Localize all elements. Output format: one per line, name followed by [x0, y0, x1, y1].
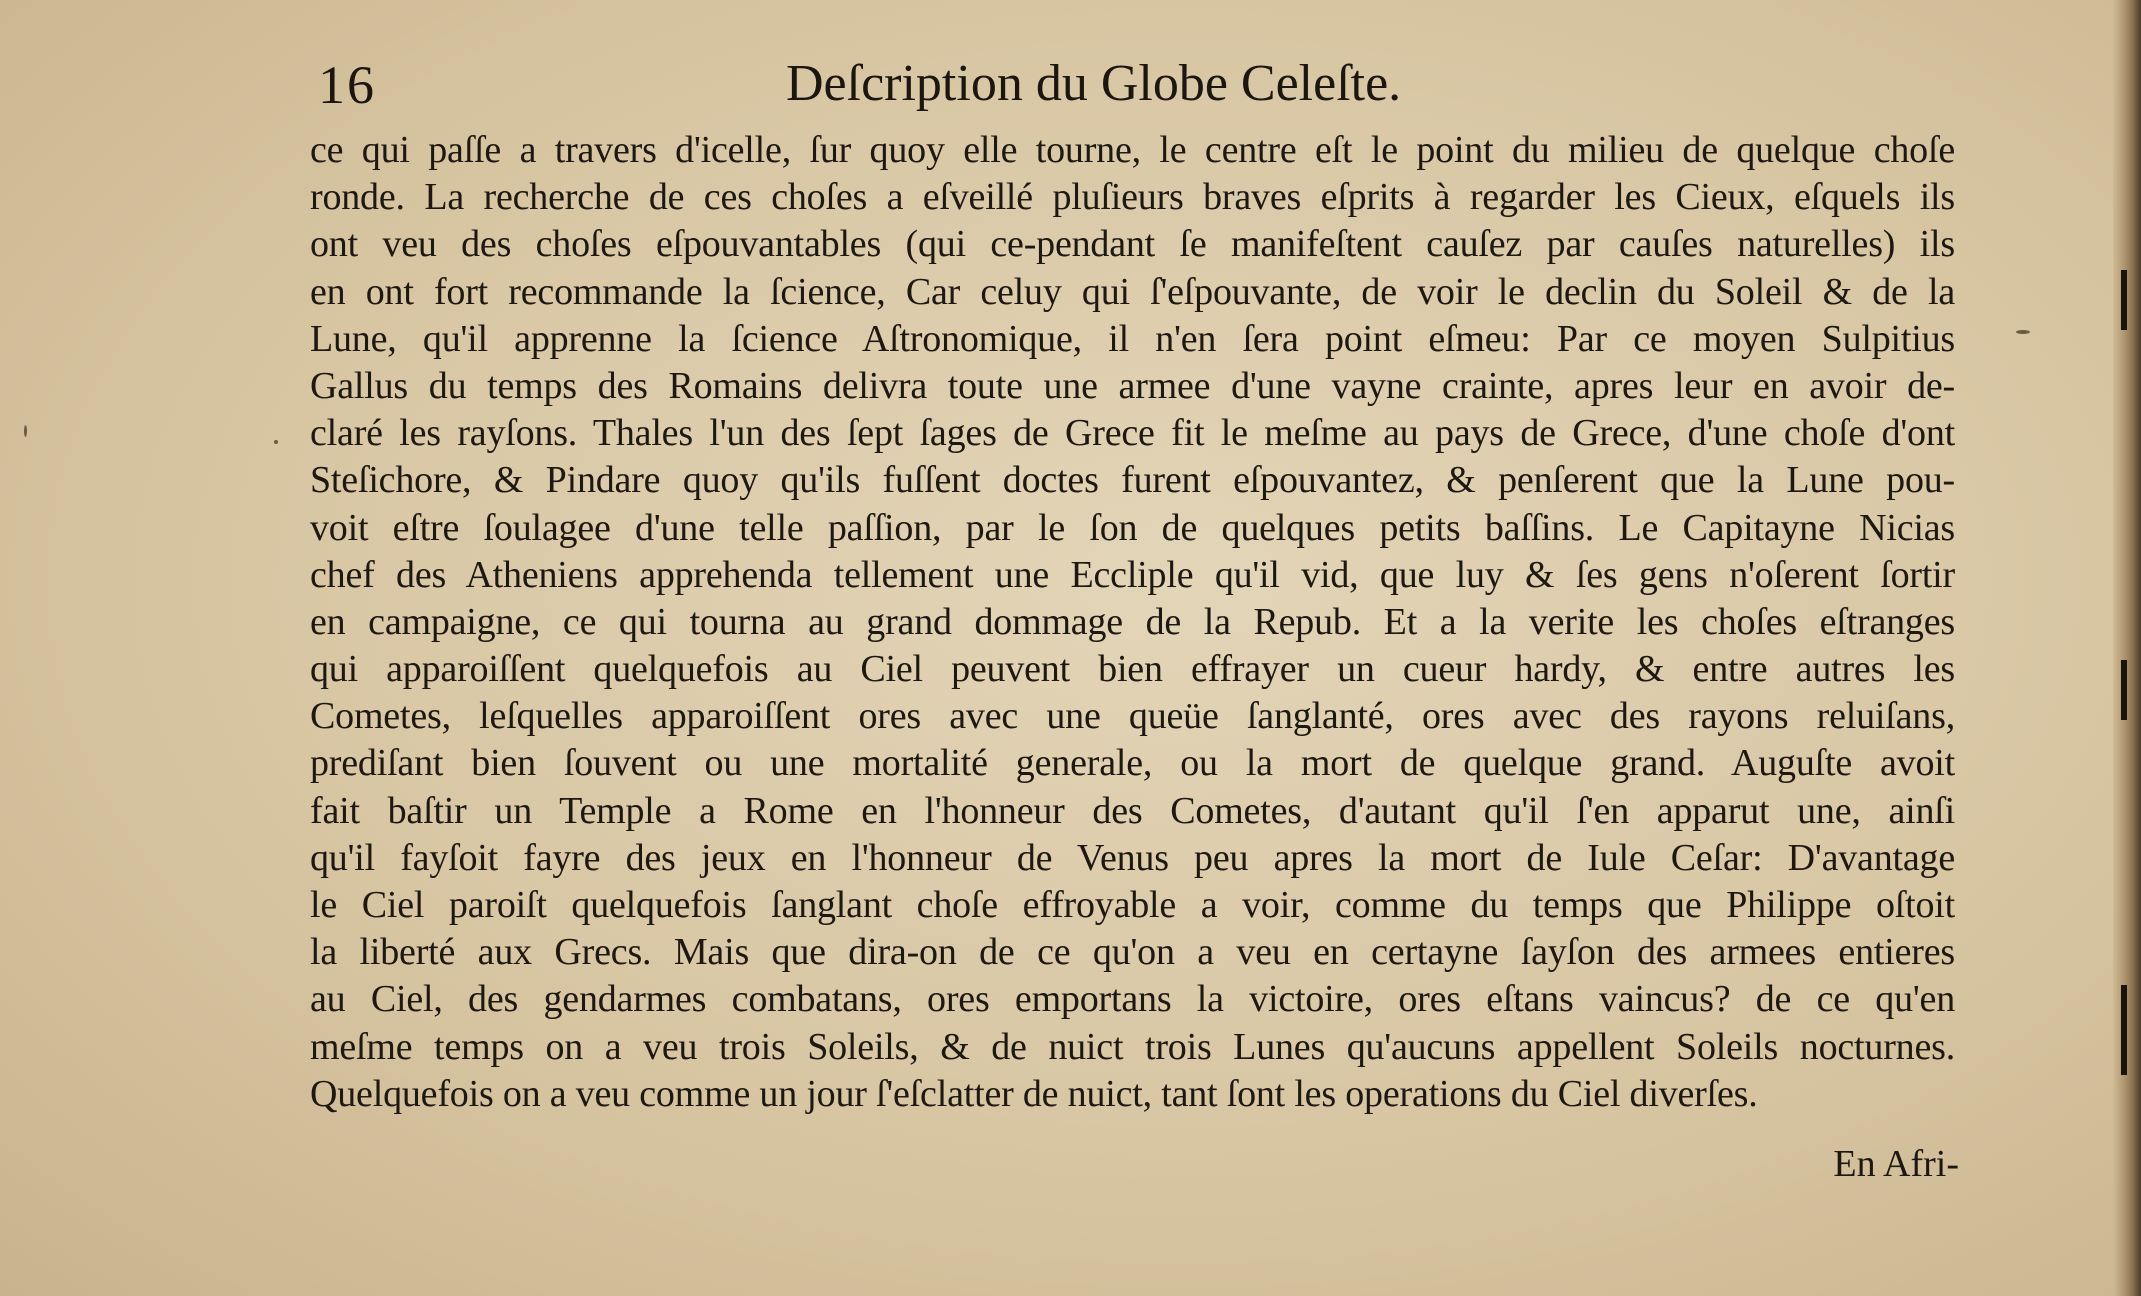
binding-shadow	[2121, 985, 2127, 1075]
paper-speck	[2016, 330, 2030, 334]
text-line: Quelquefois on a veu comme un jour ſ'eſclatter de nuict, tant ſont les operations du Ciel diverſes.	[310, 1072, 1758, 1115]
text-line: ronde. La recherche de ces choſes a eſveillé pluſieurs braves eſprits à regarder les Cieux, eſquels ils	[310, 176, 1955, 219]
body-text	[310, 127, 1955, 1118]
text-line: prediſant bien ſouvent ou une mortalité generale, ou la mort de quelque grand. Auguſte avoit	[310, 742, 1955, 785]
paper-speck	[274, 440, 278, 444]
text-line: voit eſtre ſoulagee d'une telle paſſion, par le ſon de quelques petits baſſins. Le Capitayne Nicias	[310, 506, 1955, 549]
text-line: chef des Atheniens apprehenda tellement une Eccliple qu'il vid, que luy & ſes gens n'oſerent ſortir	[310, 553, 1955, 596]
page-number: 16	[318, 55, 376, 115]
text-line: ce qui paſſe a travers d'icelle, ſur quoy elle tourne, le centre eſt le point du milieu de quelque choſe	[310, 129, 1955, 171]
catchword: En Afri-	[1833, 1143, 1959, 1185]
binding-shadow	[2121, 660, 2127, 720]
text-line: ont veu des choſes eſpouvantables (qui ce-pendant ſe manifeſtent cauſez par cauſes naturelles) ils	[310, 223, 1955, 266]
paper-speck	[24, 425, 27, 437]
text-line: qui apparoiſſent quelquefois au Ciel peuvent bien effrayer un cueur hardy, & entre autres les	[310, 648, 1955, 691]
text-line: Lune, qu'il apprenne la ſcience Aſtronomique, il n'en ſera point eſmeu: Par ce moyen Sulpitius	[310, 317, 1955, 360]
text-line: Gallus du temps des Romains delivra toute une armee d'une vayne crainte, apres leur en avoir de-	[310, 364, 1955, 407]
text-line: fait baſtir un Temple a Rome en l'honneur des Cometes, d'autant qu'il ſ'en apparut une, ainſi	[310, 789, 1955, 832]
text-line: au Ciel, des gendarmes combatans, ores emportans la victoire, ores eſtans vaincus? de ce qu'en	[310, 978, 1955, 1021]
text-line: le Ciel paroiſt quelquefois ſanglant choſe effroyable a voir, comme du temps que Philippe oſtoit	[310, 884, 1955, 926]
text-line: Cometes, leſquelles apparoiſſent ores avec une queüe ſanglanté, ores avec des rayons reluiſans,	[310, 695, 1955, 738]
text-line: qu'il fayſoit fayre des jeux en l'honneur de Venus peu apres la mort de Iule Ceſar: D'avantage	[310, 836, 1955, 879]
text-line: claré les rayſons. Thales l'un des ſept ſages de Grece fit le meſme au pays de Grece, d'une choſe d'ont	[310, 412, 1955, 455]
page-gutter-edge	[2113, 0, 2141, 1296]
text-line: Steſichore, & Pindare quoy qu'ils fuſſent doctes furent eſpouvantez, & penſerent que la Lune pou-	[310, 459, 1955, 502]
page-header	[318, 50, 1998, 120]
text-line: en campaigne, ce qui tourna au grand dommage de la Repub. Et a la verite les choſes eſtranges	[310, 600, 1955, 643]
text-line: meſme temps on a veu trois Soleils, & de nuict trois Lunes qu'aucuns appellent Soleils nocturnes.	[310, 1025, 1955, 1068]
text-line: en ont fort recommande la ſcience, Car celuy qui ſ'eſpouvante, de voir le declin du Soleil & de la	[310, 270, 1955, 313]
binding-shadow	[2121, 270, 2127, 330]
text-line: la liberté aux Grecs. Mais que dira-on de ce qu'on a veu en certayne ſayſon des armees entieres	[310, 931, 1955, 974]
running-title: Deſcription du Globe Celeſte.	[786, 55, 1402, 112]
